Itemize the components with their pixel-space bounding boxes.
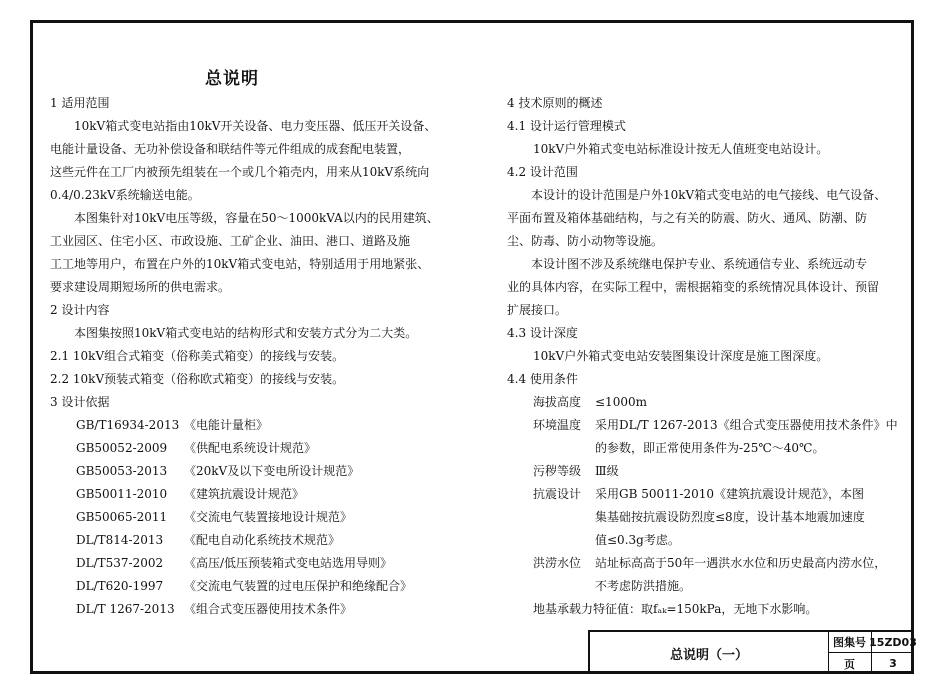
condition-value: 值≤0.3g考虑。 [595, 533, 680, 547]
section-1-para-1-line-1: 10kV箱式变电站指由10kV开关设备、电力变压器、低压开关设备、 [74, 119, 437, 133]
section-1-heading: 1 适用范围 [50, 96, 110, 110]
standard-name: 《交流电气装置接地设计规范》 [184, 510, 353, 524]
section-4-2-para-1-line-2: 平面布置及箱体基础结构，与之有关的防震、防火、通风、防潮、防 [507, 211, 868, 225]
right-column [507, 92, 907, 621]
section-4-1-text: 10kV户外箱式变电站标准设计按无人值班变电站设计。 [533, 142, 829, 156]
section-4-2-para-1-line-3: 尘、防毒、防小动物等设施。 [507, 234, 664, 248]
section-1-para-2-line-2: 工业园区、住宅小区、市政设施、工矿企业、油田、港口、道路及施 [50, 234, 411, 248]
section-1-para-2-line-1: 本图集针对10kV电压等级，容量在50～1000kVA以内的民用建筑、 [74, 211, 439, 225]
standard-code: GB50052-2009 [76, 441, 168, 455]
standard-name: 《建筑抗震设计规范》 [184, 487, 305, 501]
section-4-2-heading: 4.2 设计范围 [507, 165, 578, 179]
standard-name: 《交流电气装置的过电压保护和绝缘配合》 [184, 579, 413, 593]
section-2-1: 2.1 10kV组合式箱变（俗称美式箱变）的接线与安装。 [50, 349, 345, 363]
condition-label: 污秽等级 [533, 464, 582, 478]
section-4-2-para-2-line-3: 扩展接口。 [507, 303, 568, 317]
standard-row [50, 529, 470, 552]
page-title: 总说明 [205, 69, 259, 89]
condition-value: 不考虑防洪措施。 [595, 579, 692, 593]
page-label: 页 [828, 653, 872, 674]
section-2-para: 本图集按照10kV箱式变电站的结构形式和安装方式分为二大类。 [74, 326, 418, 340]
section-4-4-heading: 4.4 使用条件 [507, 372, 578, 386]
condition-altitude [507, 391, 907, 414]
standard-name: 《高压/低压预装箱式变电站选用导则》 [184, 556, 393, 570]
section-1-para-1-line-3: 这些元件在工厂内被预先组装在一个或几个箱壳内，用来从10kV系统向 [50, 165, 430, 179]
condition-label: 环境温度 [533, 418, 582, 432]
title-block [588, 630, 917, 674]
drawing-name: 总说明（一） [590, 632, 829, 674]
condition-value: Ⅲ级 [595, 464, 619, 478]
section-2-2: 2.2 10kV预装式箱变（俗称欧式箱变）的接线与安装。 [50, 372, 345, 386]
section-1-para-1-line-4: 0.4/0.23kV系统输送电能。 [50, 188, 200, 202]
standard-row [50, 483, 470, 506]
standard-code: DL/T620-1997 [76, 579, 164, 593]
condition-value: 采用GB 50011-2010《建筑抗震设计规范》，本图 [595, 487, 864, 501]
condition-pollution [507, 460, 907, 483]
condition-value: 站址标高高于50年一遇洪水水位和历史最高内涝水位， [595, 556, 887, 570]
atlas-number: 15ZD03 [872, 632, 914, 653]
standard-code: GB50053-2013 [76, 464, 168, 478]
section-4-3-heading: 4.3 设计深度 [507, 326, 578, 340]
condition-value: 采用DL/T 1267-2013《组合式变压器使用技术条件》中 [595, 418, 898, 432]
section-4-heading: 4 技术原则的概述 [507, 96, 603, 110]
standard-row [50, 575, 470, 598]
left-column [50, 92, 470, 621]
condition-value: 集基础按抗震设防烈度≤8度，设计基本地震加速度 [595, 510, 865, 524]
atlas-number-label: 图集号 [828, 632, 872, 653]
condition-value: 的参数，即正常使用条件为-25℃～40℃。 [595, 441, 825, 455]
section-4-2-para-2-line-2: 业的具体内容，在实际工程中，需根据箱变的系统情况具体设计、预留 [507, 280, 880, 294]
condition-label: 海拔高度 [533, 395, 582, 409]
standard-row [50, 598, 470, 621]
section-1-para-2-line-4: 要求建设周期短场所的供电需求。 [50, 280, 231, 294]
section-1-para-2-line-3: 工工地等用户，布置在户外的10kV箱式变电站，特别适用于用地紧张、 [50, 257, 430, 271]
section-4-2-para-1-line-1: 本设计的设计范围是户外10kV箱式变电站的电气接线、电气设备、 [531, 188, 887, 202]
section-2-heading: 2 设计内容 [50, 303, 110, 317]
standard-code: DL/T 1267-2013 [76, 602, 175, 616]
section-1-para-1-line-2: 电能计量设备、无功补偿设备和联结件等元件组成的成套配电装置， [50, 142, 411, 156]
standard-code: GB50065-2011 [76, 510, 168, 524]
standard-row [50, 552, 470, 575]
standard-name: 《20kV及以下变电所设计规范》 [184, 464, 360, 478]
standard-row [50, 506, 470, 529]
page-number: 3 [889, 657, 897, 670]
standard-code: DL/T814-2013 [76, 533, 164, 547]
standard-code: DL/T537-2002 [76, 556, 164, 570]
standard-row [50, 414, 470, 437]
condition-label: 洪涝水位 [533, 556, 582, 570]
section-4-2-para-2-line-1: 本设计图不涉及系统继电保护专业、系统通信专业、系统远动专 [531, 257, 868, 271]
standard-name: 《配电自动化系统技术规范》 [184, 533, 341, 547]
standard-name: 《供配电系统设计规范》 [184, 441, 317, 455]
condition-flood [507, 552, 907, 598]
standard-code: GB/T16934-2013 [76, 418, 180, 432]
standard-row [50, 437, 470, 460]
condition-label: 抗震设计 [533, 487, 582, 501]
standard-name: 《组合式变压器使用技术条件》 [184, 602, 353, 616]
standard-name: 《电能计量柜》 [184, 418, 269, 432]
standard-code: GB50011-2010 [76, 487, 168, 501]
section-4-3-text: 10kV户外箱式变电站安装图集设计深度是施工图深度。 [533, 349, 829, 363]
section-4-1-heading: 4.1 设计运行管理模式 [507, 119, 626, 133]
standard-row [50, 460, 470, 483]
foundation-capacity: 地基承载力特征值：取fₐₖ=150kPa，无地下水影响。 [533, 602, 818, 616]
condition-temperature [507, 414, 907, 460]
condition-seismic [507, 483, 907, 552]
section-3-heading: 3 设计依据 [50, 395, 110, 409]
condition-value: ≤1000m [595, 395, 647, 409]
